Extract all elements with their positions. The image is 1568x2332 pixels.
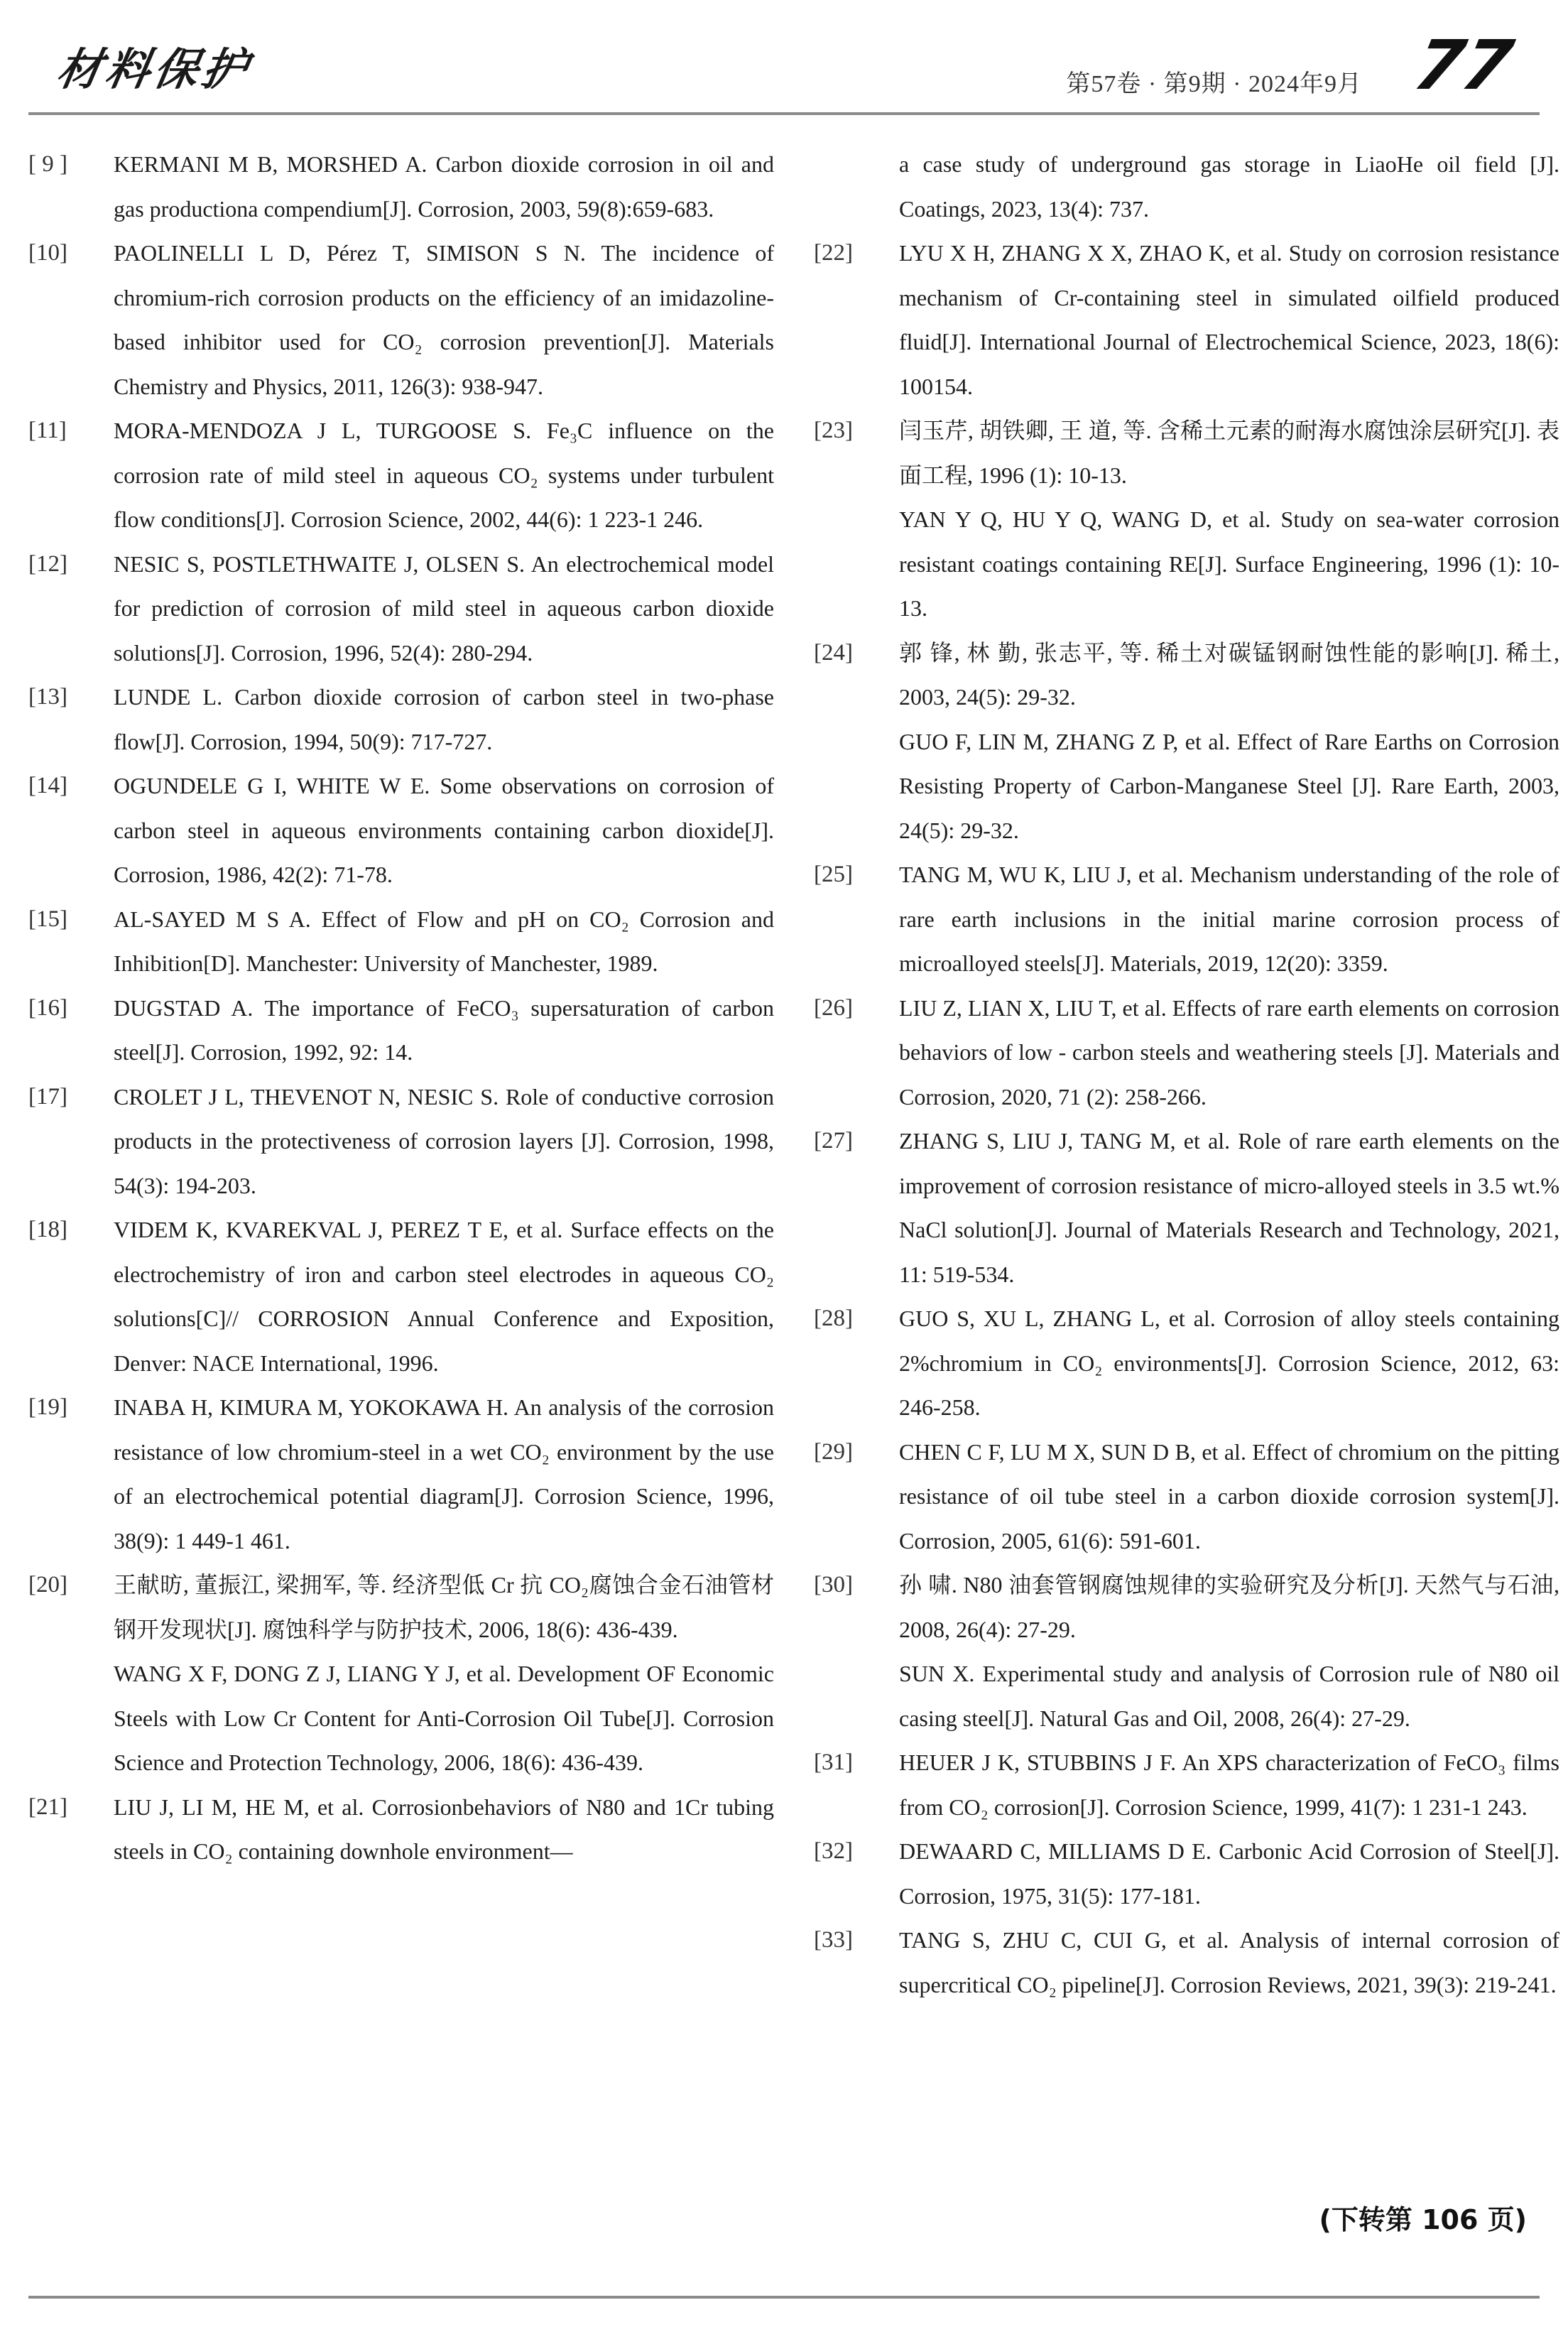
reference-entry [814, 1829, 1559, 1918]
references-right-column [814, 142, 1559, 2007]
reference-body [899, 1829, 1559, 1918]
references-left-column [28, 142, 774, 1874]
reference-entry [814, 231, 1559, 408]
reference-body [114, 542, 774, 676]
reference-entry [28, 1385, 774, 1563]
reference-translation: GUO F, LIN M, ZHANG Z P, et al. Effect of Rare Earths on Corrosion Resisting Property of Carbon-Manganese Steel [J]. Rare Earth, 2003, 24(5): 29-32. [899, 728, 1559, 843]
reference-number: [22] [814, 240, 853, 266]
reference-body [899, 1119, 1559, 1296]
reference-text: HEUER J K, STUBBINS J F. An XPS characterization of FeCO₃ films from CO₂ corrosion[J]. Corrosion Science, 1999, 41(7): 1 231-1 243. [899, 1750, 1559, 1820]
reference-entry [28, 542, 774, 676]
reference-entry [28, 986, 774, 1075]
reference-body [899, 986, 1559, 1119]
continued-note: (下转第 106 页) [1319, 2204, 1527, 2235]
reference-number: [21] [28, 1794, 67, 1820]
reference-entry [814, 1563, 1559, 1740]
reference-number: [13] [28, 684, 67, 710]
reference-number: [32] [814, 1838, 853, 1864]
reference-text: LUNDE L. Carbon dioxide corrosion of carbon steel in two-phase flow[J]. Corrosion, 1994, 50(9): 717-727. [114, 684, 774, 754]
reference-body [114, 1785, 774, 1874]
reference-number: [12] [28, 551, 67, 577]
reference-continuation [814, 142, 1559, 231]
reference-number: [15] [28, 906, 67, 932]
reference-entry [814, 986, 1559, 1119]
reference-body [899, 1740, 1559, 1829]
reference-text: 孙 啸. N80 油套管钢腐蚀规律的实验研究及分析[J]. 天然气与石油, 2008, 26(4): 27-29. [899, 1572, 1559, 1642]
reference-entry [814, 631, 1559, 853]
reference-text: TANG M, WU K, LIU J, et al. Mechanism understanding of the role of rare earth inclusions in the initial marine corrosion process of microalloyed steels[J]. Materials, 2019, 12(20): 3359. [899, 862, 1559, 976]
reference-text: KERMANI M B, MORSHED A. Carbon dioxide corrosion in oil and gas productiona compendium[J]. Corrosion, 2003, 59(8):659-683. [114, 151, 774, 222]
reference-text: OGUNDELE G I, WHITE W E. Some observations on corrosion of carbon steel in aqueous environments containing carbon dioxide[J]. Corrosion, 1986, 42(2): 71-78. [114, 773, 774, 887]
reference-text: CROLET J L, THEVENOT N, NESIC S. Role of conductive corrosion products in the protectiveness of corrosion layers [J]. Corrosion, 1998, 54(3): 194-203. [114, 1083, 774, 1198]
reference-text: AL-SAYED M S A. Effect of Flow and pH on CO₂ Corrosion and Inhibition[D]. Manchester: University of Manchester, 1989. [114, 906, 774, 976]
reference-number: [33] [814, 1927, 853, 1953]
reference-body [899, 852, 1559, 986]
reference-body [899, 1296, 1559, 1430]
reference-text: LYU X H, ZHANG X X, ZHAO K, et al. Study on corrosion resistance mechanism of Cr-containing steel in simulated oilfield produced fluid[J]. International Journal of Electrochemical Science, 2023, 18(6): 100154. [899, 240, 1559, 399]
reference-text: INABA H, KIMURA M, YOKOKAWA H. An analysis of the corrosion resistance of low chromium-steel in a wet CO₂ environment by the use of an electrochemical potential diagram[J]. Corrosion Science, 1996, 38(9): 1 449-1 461. [114, 1394, 774, 1553]
reference-entry [28, 1075, 774, 1208]
reference-entry [28, 1208, 774, 1385]
reference-number: [24] [814, 639, 853, 666]
reference-text: CHEN C F, LU M X, SUN D B, et al. Effect of chromium on the pitting resistance of oil tube steel in a carbon dioxide corrosion system[J]. Corrosion, 2005, 61(6): 591-601. [899, 1438, 1559, 1553]
reference-body [114, 1075, 774, 1208]
reference-text: TANG S, ZHU C, CUI G, et al. Analysis of internal corrosion of supercritical CO₂ pipeline[J]. Corrosion Reviews, 2021, 39(3): 219-241. [899, 1927, 1559, 1997]
reference-body [114, 1563, 774, 1785]
reference-number: [30] [814, 1572, 853, 1598]
reference-entry [814, 852, 1559, 986]
reference-translation: YAN Y Q, HU Y Q, WANG D, et al. Study on sea-water corrosion resistant coatings containing RE[J]. Surface Engineering, 1996 (1): 10-13. [899, 506, 1559, 621]
footer-rule [28, 2296, 1540, 2299]
header-rule [28, 112, 1540, 115]
reference-number: [10] [28, 240, 67, 266]
reference-number: [20] [28, 1572, 67, 1598]
reference-continuation-text: a case study of underground gas storage in LiaoHe oil field [J]. Coatings, 2023, 13(4): 737. [899, 151, 1559, 222]
reference-number: [26] [814, 994, 853, 1021]
reference-number: [29] [814, 1438, 853, 1465]
reference-text: DEWAARD C, MILLIAMS D E. Carbonic Acid Corrosion of Steel[J]. Corrosion, 1975, 31(5): 177-181. [899, 1838, 1559, 1909]
reference-entry [814, 1918, 1559, 2007]
reference-text: PAOLINELLI L D, Pérez T, SIMISON S N. The incidence of chromium-rich corrosion products on the efficiency of an imidazoline-based inhibitor used for CO₂ corrosion prevention[J]. Materials Chemistry and Physics, 2011, 126(3): 938-947. [114, 240, 774, 399]
page-number: 77 [1408, 26, 1520, 105]
reference-number: [23] [814, 418, 853, 443]
reference-body [114, 897, 774, 986]
reference-text: DUGSTAD A. The importance of FeCO₃ supersaturation of carbon steel[J]. Corrosion, 1992, 92: 14. [114, 994, 774, 1065]
reference-number: [11] [28, 418, 67, 443]
reference-number: [27] [814, 1128, 853, 1154]
reference-text: ZHANG S, LIU J, TANG M, et al. Role of rare earth elements on the improvement of corrosion resistance of micro-alloyed steels in 3.5 wt.% NaCl solution[J]. Journal of Materials Research and Technology, 2021, 11: 519-534. [899, 1128, 1559, 1287]
reference-body [899, 408, 1559, 631]
reference-number: [16] [28, 994, 67, 1021]
reference-body [114, 142, 774, 231]
reference-number: [19] [28, 1394, 67, 1420]
reference-number: [18] [28, 1217, 67, 1242]
reference-entry [814, 1740, 1559, 1829]
reference-translation: WANG X F, DONG Z J, LIANG Y J, et al. Development OF Economic Steels with Low Cr Content for Anti-Corrosion Oil Tube[J]. Corrosion Science and Protection Technology, 2006, 18(6): 436-439. [114, 1661, 774, 1775]
reference-entry [28, 408, 774, 542]
reference-entry [28, 1785, 774, 1874]
reference-entry [814, 1296, 1559, 1430]
reference-body [899, 231, 1559, 408]
reference-entry [814, 408, 1559, 631]
reference-body [114, 1385, 774, 1563]
reference-entry [28, 897, 774, 986]
reference-body [899, 631, 1559, 853]
reference-text: LIU J, LI M, HE M, et al. Corrosionbehaviors of N80 and 1Cr tubing steels in CO₂ containing downhole environment— [114, 1794, 774, 1864]
reference-text: VIDEM K, KVAREKVAL J, PEREZ T E, et al. Surface effects on the electrochemistry of iron and carbon steel electrodes in aqueous CO₂ solutions[C]// CORROSION Annual Conference and Exposition, Denver: NACE International, 1996. [114, 1217, 774, 1376]
reference-text: 王献昉, 董振江, 梁拥军, 等. 经济型低 Cr 抗 CO₂腐蚀合金石油管材钢开发现状[J]. 腐蚀科学与防护技术, 2006, 18(6): 436-439. [114, 1572, 774, 1642]
reference-entry [28, 1563, 774, 1785]
reference-entry [814, 1119, 1559, 1296]
reference-entry [28, 142, 774, 231]
reference-body [114, 1208, 774, 1385]
reference-body [899, 1918, 1559, 2007]
reference-translation: SUN X. Experimental study and analysis of Corrosion rule of N80 oil casing steel[J]. Natural Gas and Oil, 2008, 26(4): 27-29. [899, 1661, 1559, 1731]
reference-body [899, 1563, 1559, 1740]
reference-body [114, 675, 774, 764]
reference-entry [814, 1430, 1559, 1563]
reference-text: GUO S, XU L, ZHANG L, et al. Corrosion of alloy steels containing 2%chromium in CO₂ environments[J]. Corrosion Science, 2012, 63: 246-258. [899, 1306, 1559, 1420]
reference-body [114, 231, 774, 408]
journal-logo: 材料保护 [53, 43, 256, 95]
reference-entry [28, 764, 774, 897]
reference-number: [28] [814, 1306, 853, 1331]
issue-info: 第57卷 · 第9期 · 2024年9月 [1066, 71, 1362, 97]
reference-body [899, 1430, 1559, 1563]
reference-body [114, 986, 774, 1075]
reference-text: MORA-MENDOZA J L, TURGOOSE S. Fe₃C influence on the corrosion rate of mild steel in aqueous CO₂ systems under turbulent flow conditions[J]. Corrosion Science, 2002, 44(6): 1 223-1 246. [114, 418, 774, 532]
reference-entry [28, 675, 774, 764]
reference-text: 郭 锋, 林 勤, 张志平, 等. 稀土对碳锰钢耐蚀性能的影响[J]. 稀土, 2003, 24(5): 29-32. [899, 639, 1559, 710]
reference-number: [17] [28, 1083, 67, 1110]
reference-number: [14] [28, 773, 67, 798]
reference-text: LIU Z, LIAN X, LIU T, et al. Effects of rare earth elements on corrosion behaviors of low - carbon steels and weathering steels [J]. Materials and Corrosion, 2020, 71 (2): 258-266. [899, 994, 1559, 1110]
reference-body [114, 408, 774, 542]
reference-entry [28, 231, 774, 408]
reference-number: [31] [814, 1750, 853, 1775]
reference-text: NESIC S, POSTLETHWAITE J, OLSEN S. An electrochemical model for prediction of corrosion of mild steel in aqueous carbon dioxide solutions[J]. Corrosion, 1996, 52(4): 280-294. [114, 551, 774, 666]
reference-number: [ 9 ] [28, 151, 67, 177]
reference-body [114, 764, 774, 897]
reference-text: 闫玉芹, 胡铁卿, 王 道, 等. 含稀土元素的耐海水腐蚀涂层研究[J]. 表面工程, 1996 (1): 10-13. [899, 418, 1559, 488]
reference-number: [25] [814, 862, 853, 887]
